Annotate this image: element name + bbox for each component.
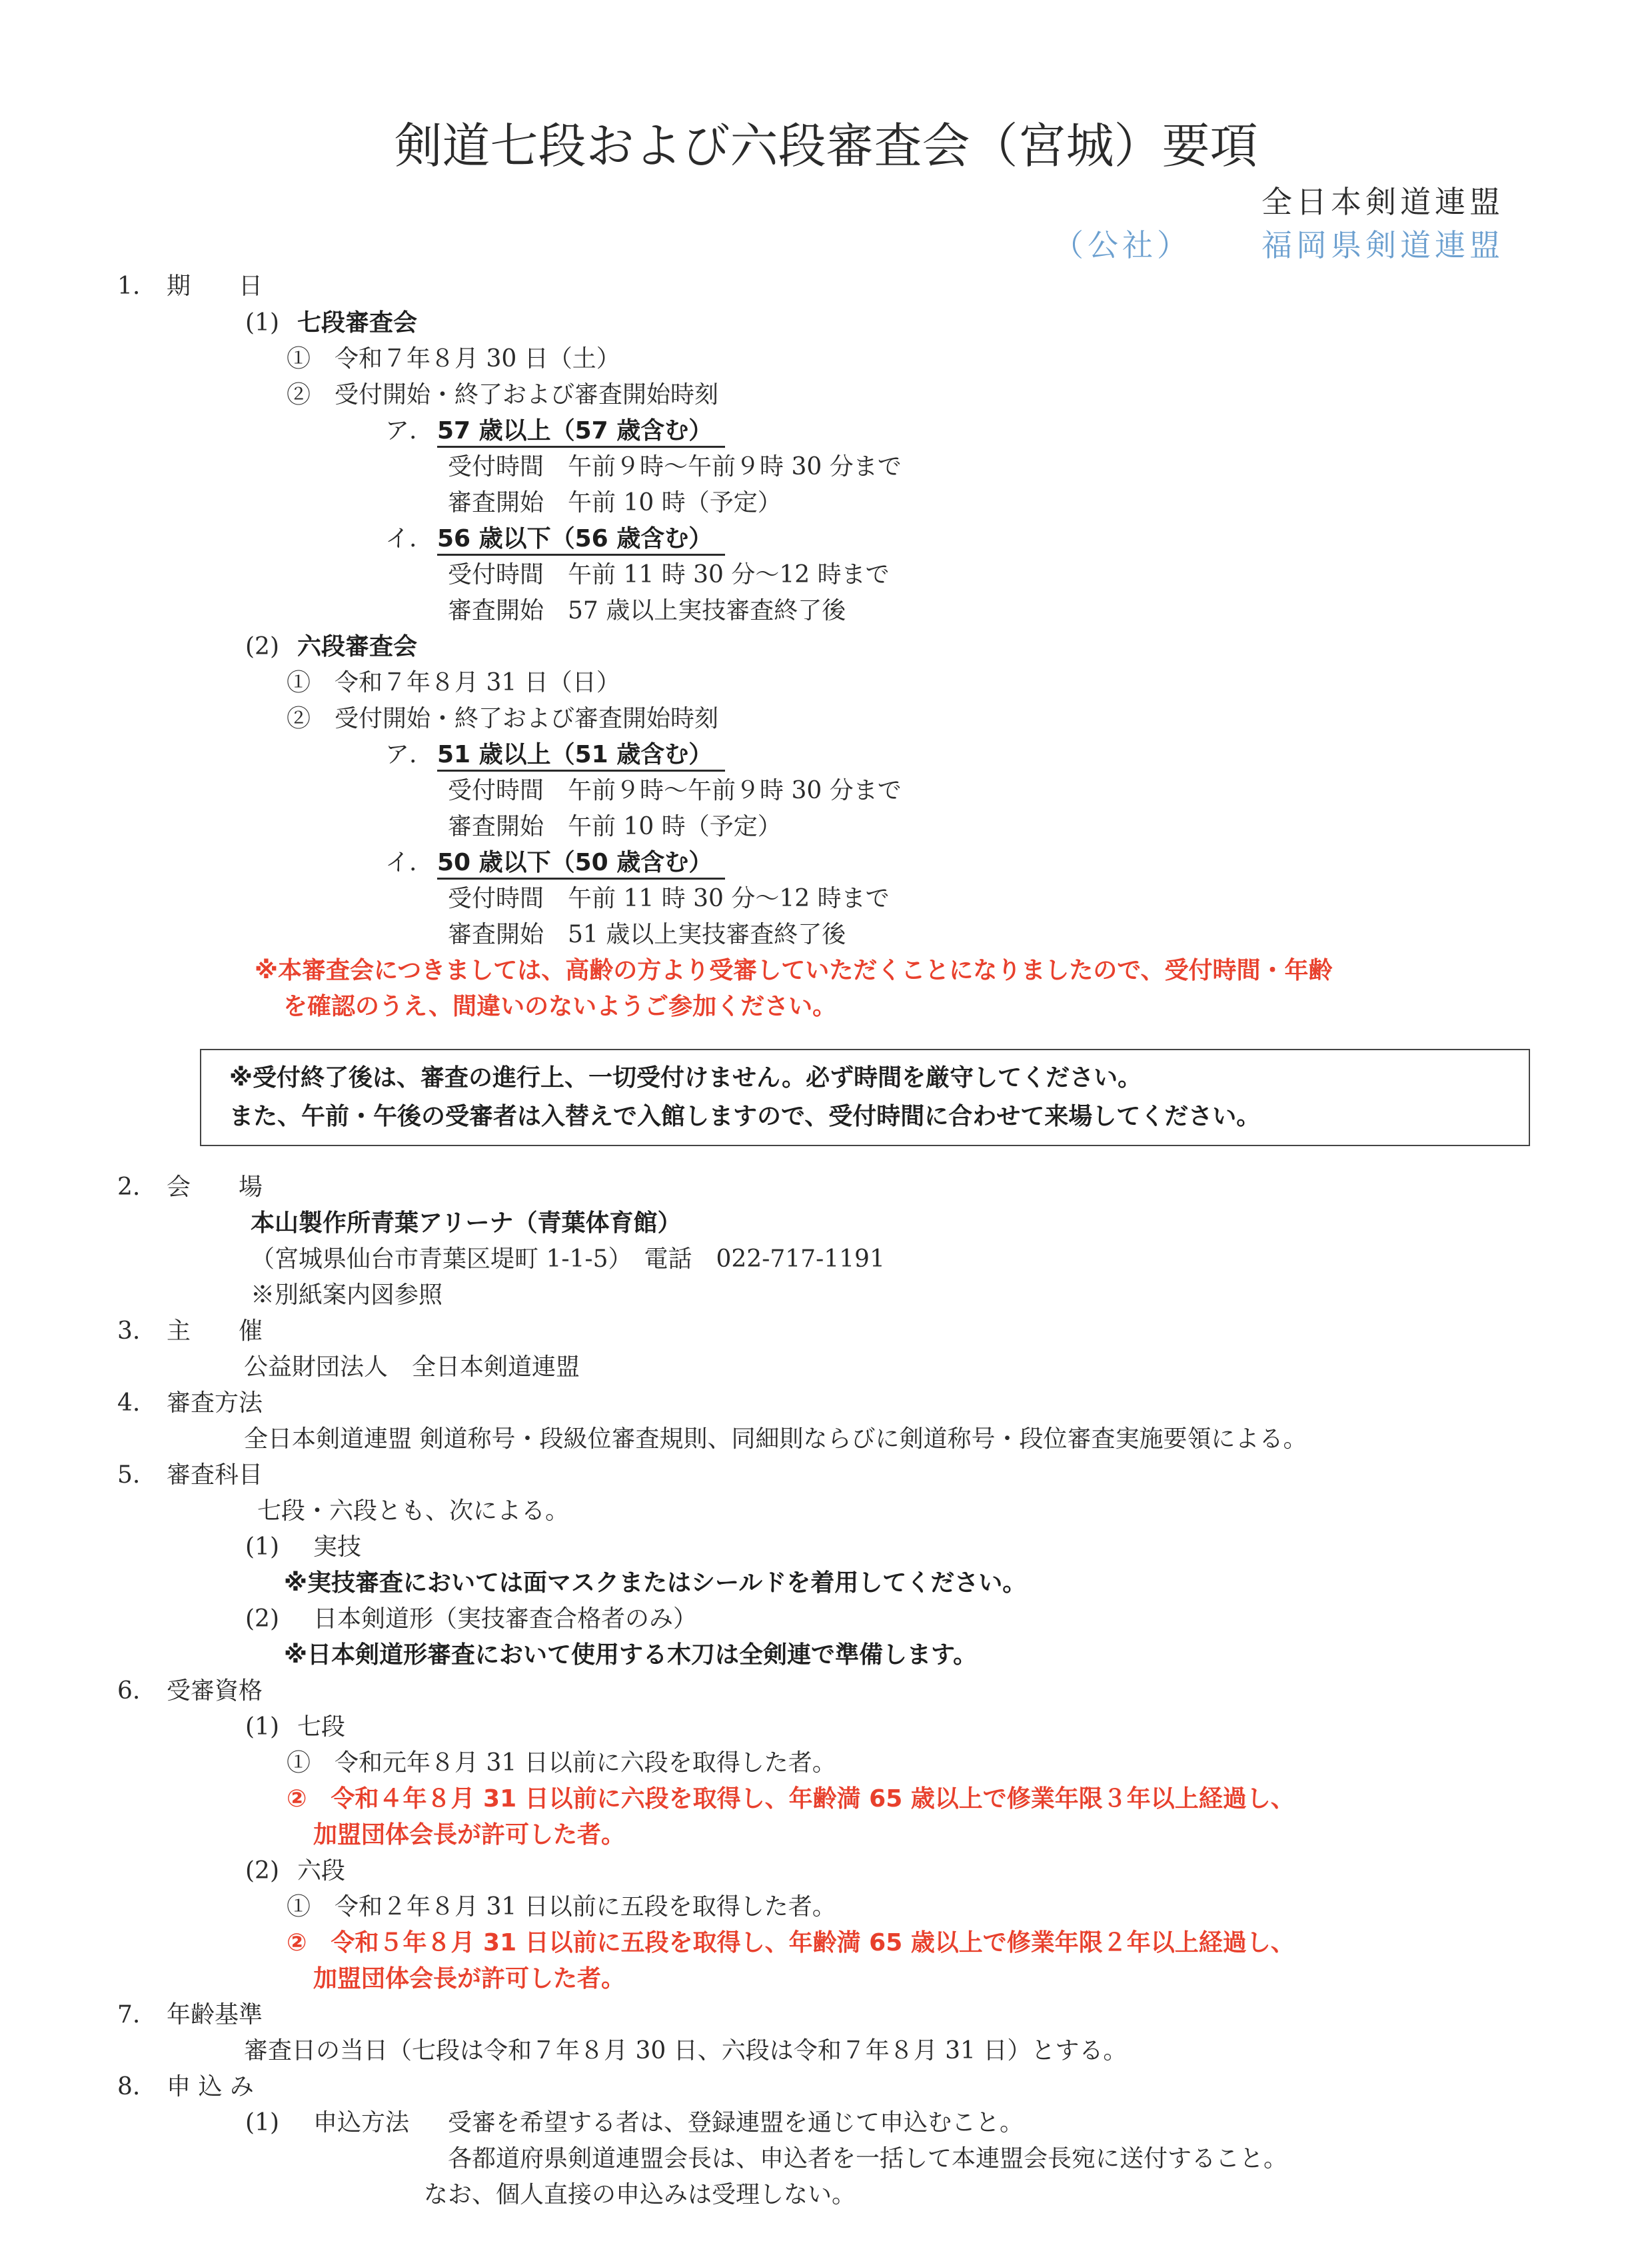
- age-order-notice: ※本審査会につきましては、高齢の方より受審していただくことになりましたので、受付時間・年齢: [255, 957, 1333, 984]
- section-heading: 申 込 み: [167, 2073, 254, 2100]
- section-heading: 受審資格: [167, 1677, 263, 1705]
- section-number: 7.: [117, 2001, 141, 2028]
- age-group-title: 57 歳以上（57 歳含む）: [437, 419, 725, 448]
- item-number: (1): [245, 1713, 279, 1741]
- section-heading: 会 場: [167, 1173, 263, 1201]
- exam-date-6dan: ① 令和７年８月 31 日（日）: [287, 669, 620, 696]
- section-heading: 審査科目: [167, 1461, 263, 1489]
- item-number: (1): [245, 1533, 279, 1561]
- organizer-prefix: （公社）: [1053, 227, 1192, 263]
- venue-address: （宮城県仙台市青葉区堤町 1-1-5） 電話 022-717-1191: [251, 1245, 885, 1273]
- exam-start-time: 審査開始 51 歳以上実技審査終了後: [448, 921, 846, 948]
- group-label: イ.: [385, 525, 417, 552]
- application-method-label: 申込方法: [313, 2109, 410, 2136]
- group-label: ア.: [385, 741, 417, 768]
- reception-time: 受付時間 午前 11 時 30 分～12 時まで: [448, 561, 890, 588]
- section-number: 4.: [117, 1389, 141, 1417]
- subsection-number: (1): [245, 309, 279, 337]
- reception-time: 受付時間 午前 11 時 30 分～12 時まで: [448, 885, 890, 912]
- section-number: 8.: [117, 2073, 141, 2100]
- page-title: 剣道七段および六段審査会（宮城）要項: [394, 118, 1258, 174]
- group-label: ア.: [385, 417, 417, 444]
- organizer-name: 公益財団法人 全日本剣道連盟: [244, 1353, 580, 1381]
- eligibility-condition-special: ② 令和５年８月 31 日以前に五段を取得し、年齢満 65 歳以上で修業年限２年以上経過し、: [287, 1929, 1295, 1956]
- section-heading: 審査方法: [167, 1389, 263, 1417]
- exam-start-time: 審査開始 午前 10 時（予定）: [448, 813, 782, 840]
- eligibility-7dan: 七段: [297, 1713, 346, 1741]
- bokuto-notice: ※日本剣道形審査において使用する木刀は全剣連で準備します。: [284, 1641, 978, 1669]
- subject-kata: 日本剣道形（実技審査合格者のみ）: [313, 1605, 698, 1633]
- application-method-body: なお、個人直接の申込みは受理しない。: [424, 2181, 856, 2208]
- section-number: 5.: [117, 1461, 141, 1489]
- subsection-title-7dan: 七段審査会: [297, 309, 418, 337]
- reception-time: 受付時間 午前９時～午前９時 30 分まで: [448, 777, 902, 804]
- eligibility-condition-special-cont: 加盟団体会長が許可した者。: [313, 1965, 626, 1992]
- eligibility-condition: ① 令和元年８月 31 日以前に六段を取得した者。: [287, 1749, 836, 1777]
- section-number: 2.: [117, 1173, 141, 1201]
- subjects-intro: 七段・六段とも、次による。: [257, 1497, 570, 1525]
- group-label: イ.: [385, 849, 417, 876]
- section-number: 1.: [117, 273, 141, 300]
- reception-heading-6dan: ② 受付開始・終了および審査開始時刻: [287, 705, 719, 732]
- notice-line: また、午前・午後の受審者は入替えで入館しますので、受付時間に合わせて来場してください。: [229, 1103, 1261, 1130]
- age-group-title: 56 歳以下（56 歳含む）: [437, 527, 725, 556]
- age-standard-body: 審査日の当日（七段は令和７年８月 30 日、六段は令和７年８月 31 日）とする。: [244, 2037, 1128, 2064]
- subsection-number: (2): [245, 633, 279, 660]
- section-number: 6.: [117, 1677, 141, 1705]
- age-group-title: 50 歳以下（50 歳含む）: [437, 851, 725, 880]
- exam-date-7dan: ① 令和７年８月 30 日（土）: [287, 345, 620, 373]
- organizer-jkf: 全日本剣道連盟: [1261, 184, 1504, 220]
- subject-practical: 実技: [313, 1533, 362, 1561]
- age-order-notice-cont: を確認のうえ、間違いのないようご参加ください。: [283, 993, 837, 1020]
- application-method-body: 受審を希望する者は、登録連盟を通じて申込むこと。: [448, 2109, 1024, 2136]
- reception-heading-7dan: ② 受付開始・終了および審査開始時刻: [287, 381, 719, 408]
- section-heading: 期 日: [167, 273, 263, 300]
- age-group-title: 51 歳以上（51 歳含む）: [437, 743, 725, 772]
- notice-line: ※受付終了後は、審査の進行上、一切受付けません。必ず時間を厳守してください。: [229, 1064, 1142, 1092]
- organizer-fukuoka: 福岡県剣道連盟: [1261, 227, 1504, 263]
- map-note: ※別紙案内図参照: [251, 1281, 443, 1309]
- reception-time: 受付時間 午前９時～午前９時 30 分まで: [448, 453, 902, 480]
- application-method-body: 各都道府県剣道連盟会長は、申込者を一括して本連盟会長宛に送付すること。: [448, 2145, 1288, 2172]
- item-number: (1): [245, 2109, 279, 2136]
- venue-name: 本山製作所青葉アリーナ（青葉体育館）: [251, 1209, 682, 1237]
- section-heading: 年齢基準: [167, 2001, 263, 2028]
- eligibility-condition-special: ② 令和４年８月 31 日以前に六段を取得し、年齢満 65 歳以上で修業年限３年以上経過し、: [287, 1785, 1295, 1813]
- item-number: (2): [245, 1857, 279, 1884]
- exam-method-body: 全日本剣道連盟 剣道称号・段級位審査規則、同細則ならびに剣道称号・段位審査実施要領による。: [244, 1425, 1307, 1453]
- section-number: 3.: [117, 1317, 141, 1345]
- section-heading: 主 催: [167, 1317, 263, 1345]
- item-number: (2): [245, 1605, 279, 1633]
- eligibility-condition: ① 令和２年８月 31 日以前に五段を取得した者。: [287, 1893, 836, 1920]
- subsection-title-6dan: 六段審査会: [297, 633, 418, 660]
- eligibility-condition-special-cont: 加盟団体会長が許可した者。: [313, 1821, 626, 1849]
- exam-start-time: 審査開始 57 歳以上実技審査終了後: [448, 597, 846, 624]
- exam-start-time: 審査開始 午前 10 時（予定）: [448, 489, 782, 516]
- eligibility-6dan: 六段: [297, 1857, 346, 1884]
- reception-notice-box: [200, 1049, 1530, 1146]
- mask-notice: ※実技審査においては面マスクまたはシールドを着用してください。: [284, 1569, 1027, 1597]
